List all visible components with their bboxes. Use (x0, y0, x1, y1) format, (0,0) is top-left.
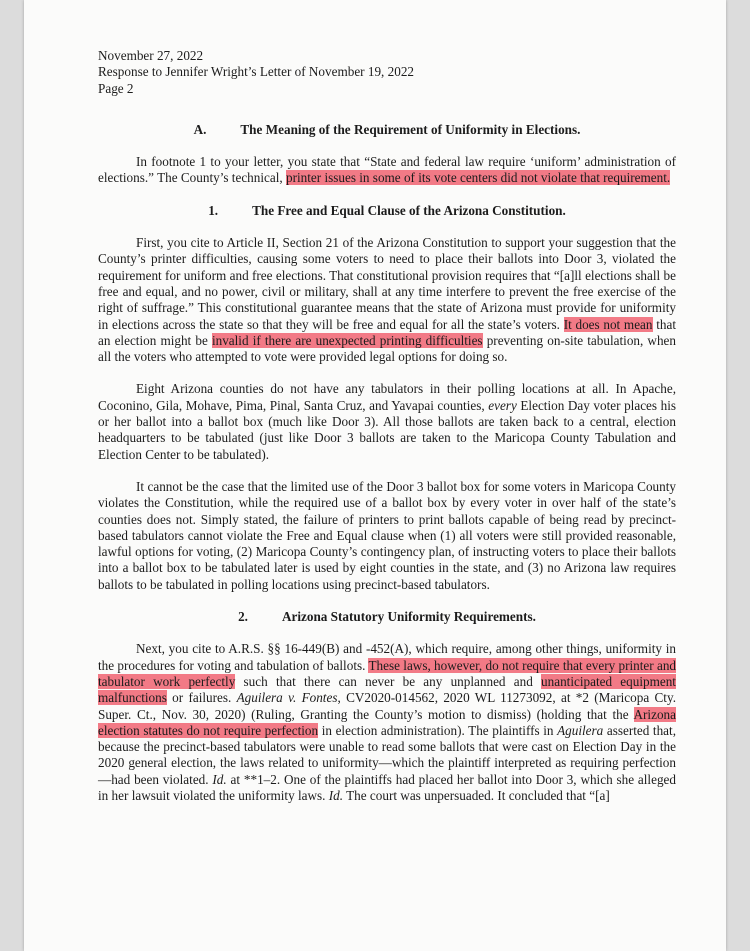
section-1-title: The Free and Equal Clause of the Arizona Constitution. (252, 202, 566, 218)
text-run: asserted that, because the precinct-based tabulators were unable to read some ballots that were cast on Election Day in the 2020 general election, the laws related to uniformity—which the plaintiff interpreted as requiring perfection—had been violated. (98, 722, 676, 787)
italic-text: every (488, 397, 517, 413)
section-2-title: Arizona Statutory Uniformity Requirements. (281, 609, 536, 625)
text-run: Election Day voter places his or her ballot into a ballot box (much like Door 3). All those ballots are taken back to a central, election headquarters to be tabulated (just like Door 3 ballots are taken to the Maricopa County Tabulation and Election Center to be tabulated). (98, 397, 676, 462)
highlight: It does not mean (563, 316, 653, 332)
citation-id: Id. (328, 787, 344, 803)
section-a-paragraph-1 (98, 154, 676, 187)
letter-date: November 27, 2022 (98, 48, 204, 63)
text-run: or failures. (166, 690, 237, 706)
text-run: It cannot be the case that the limited use of the Door 3 ballot box for some voters in Maricopa County violates the Constitution, while the required use of a ballot box by every voter in over half of the state’s counties does not. Simply stated, the failure of printers to print ballots capable of being read by precinct-based tabulators cannot violate the Free and Equal clause when (1) all voters were still provided reasonable, lawful options for voting, (2) Maricopa County’s contingency plan, of instructing voters to place their ballots into a ballot box to be tabulated later is used by eight counties in the state, and (3) no Arizona law requires ballots to be tabulated in polling locations using precinct-based tabulators. (98, 478, 676, 592)
section-a-number: A. (193, 121, 207, 137)
case-citation: Aguilera (557, 722, 604, 738)
section-1-paragraph-2 (98, 381, 676, 462)
letter-body (98, 48, 676, 804)
section-2-paragraph-1 (98, 641, 676, 804)
text-run: in election administration). The plaintiffs in (318, 722, 558, 738)
text-run: , CV2020-014562, 2020 WL 11273092, at *2 (Maricopa Cty. Super. Ct., Nov. 30, 2020) (Ruling, Granting the County’s motion to dismiss) (holding that the (98, 690, 677, 722)
text-run: preventing on-site tabulation, when all the voters who attempted to vote were provided legal options for doing so. (98, 332, 676, 365)
section-2-number: 2. (238, 609, 248, 625)
letter-subject: Response to Jennifer Wright’s Letter of November 19, 2022 (98, 64, 415, 80)
citation-id: Id. (212, 771, 227, 787)
section-a-heading (98, 122, 676, 138)
section-2-heading (98, 609, 676, 625)
text-run: that an election might be (98, 316, 676, 348)
highlight: printer issues in some of its vote centers did not violate that requirement. (286, 170, 671, 186)
section-1-number: 1. (208, 202, 219, 218)
text-run: Next, you cite to A.R.S. §§ 16-449(B) and -452(A), which require, among other things, uniformity in the procedures for voting and tabulation of ballots. (98, 641, 676, 673)
page-number: Page 2 (98, 80, 134, 96)
section-1-heading (98, 203, 676, 219)
highlight: Arizona election statutes do not require perfection (98, 706, 676, 738)
text-run: Eight Arizona counties do not have any tabulators in their polling locations at all. In Apache, Coconino, Gila, Mohave, Pima, Pinal, Santa Cruz, and Yavapai counties, (98, 381, 676, 413)
highlight: unanticipated equipment malfunctions (98, 673, 676, 706)
section-1-paragraph-1 (98, 235, 676, 365)
text-run: at **1–2. One of the plaintiffs had placed her ballot into Door 3, which she alleged in her lawsuit violated the uniformity laws. (98, 771, 676, 803)
case-citation: Aguilera v. Fontes (236, 690, 338, 706)
section-1-paragraph-3 (98, 479, 676, 593)
document-page (24, 0, 726, 951)
highlight: invalid if there are unexpected printing difficulties (211, 332, 483, 348)
text-run: In footnote 1 to your letter, you state that “State and federal law require ‘uniform’ administration of elections.” The County’s technical, (98, 154, 676, 186)
text-run: The court was unpersuaded. It concluded that “[a] (343, 787, 610, 803)
section-a-title: The Meaning of the Requirement of Uniformity in Elections. (240, 121, 581, 137)
text-run: such that there can never be any unplanned and (235, 673, 542, 689)
text-run: First, you cite to Article II, Section 21 of the Arizona Constitution to support your suggestion that the County’s printer difficulties, causing some voters to need to place their ballots into Door 3, violated the requirement for uniform and free elections. That constitutional provision requires that “[a]ll elections shall be free and equal, and no power, civil or military, shall at any time interfere to prevent the free exercise of the right of suffrage.” This constitutional guarantee means that the state of Arizona must provide for uniformity in elections across the state so that they will be free and equal for all the state’s voters. (98, 235, 676, 332)
highlight: These laws, however, do not require that every printer and tabulator work perfectly (98, 657, 677, 689)
